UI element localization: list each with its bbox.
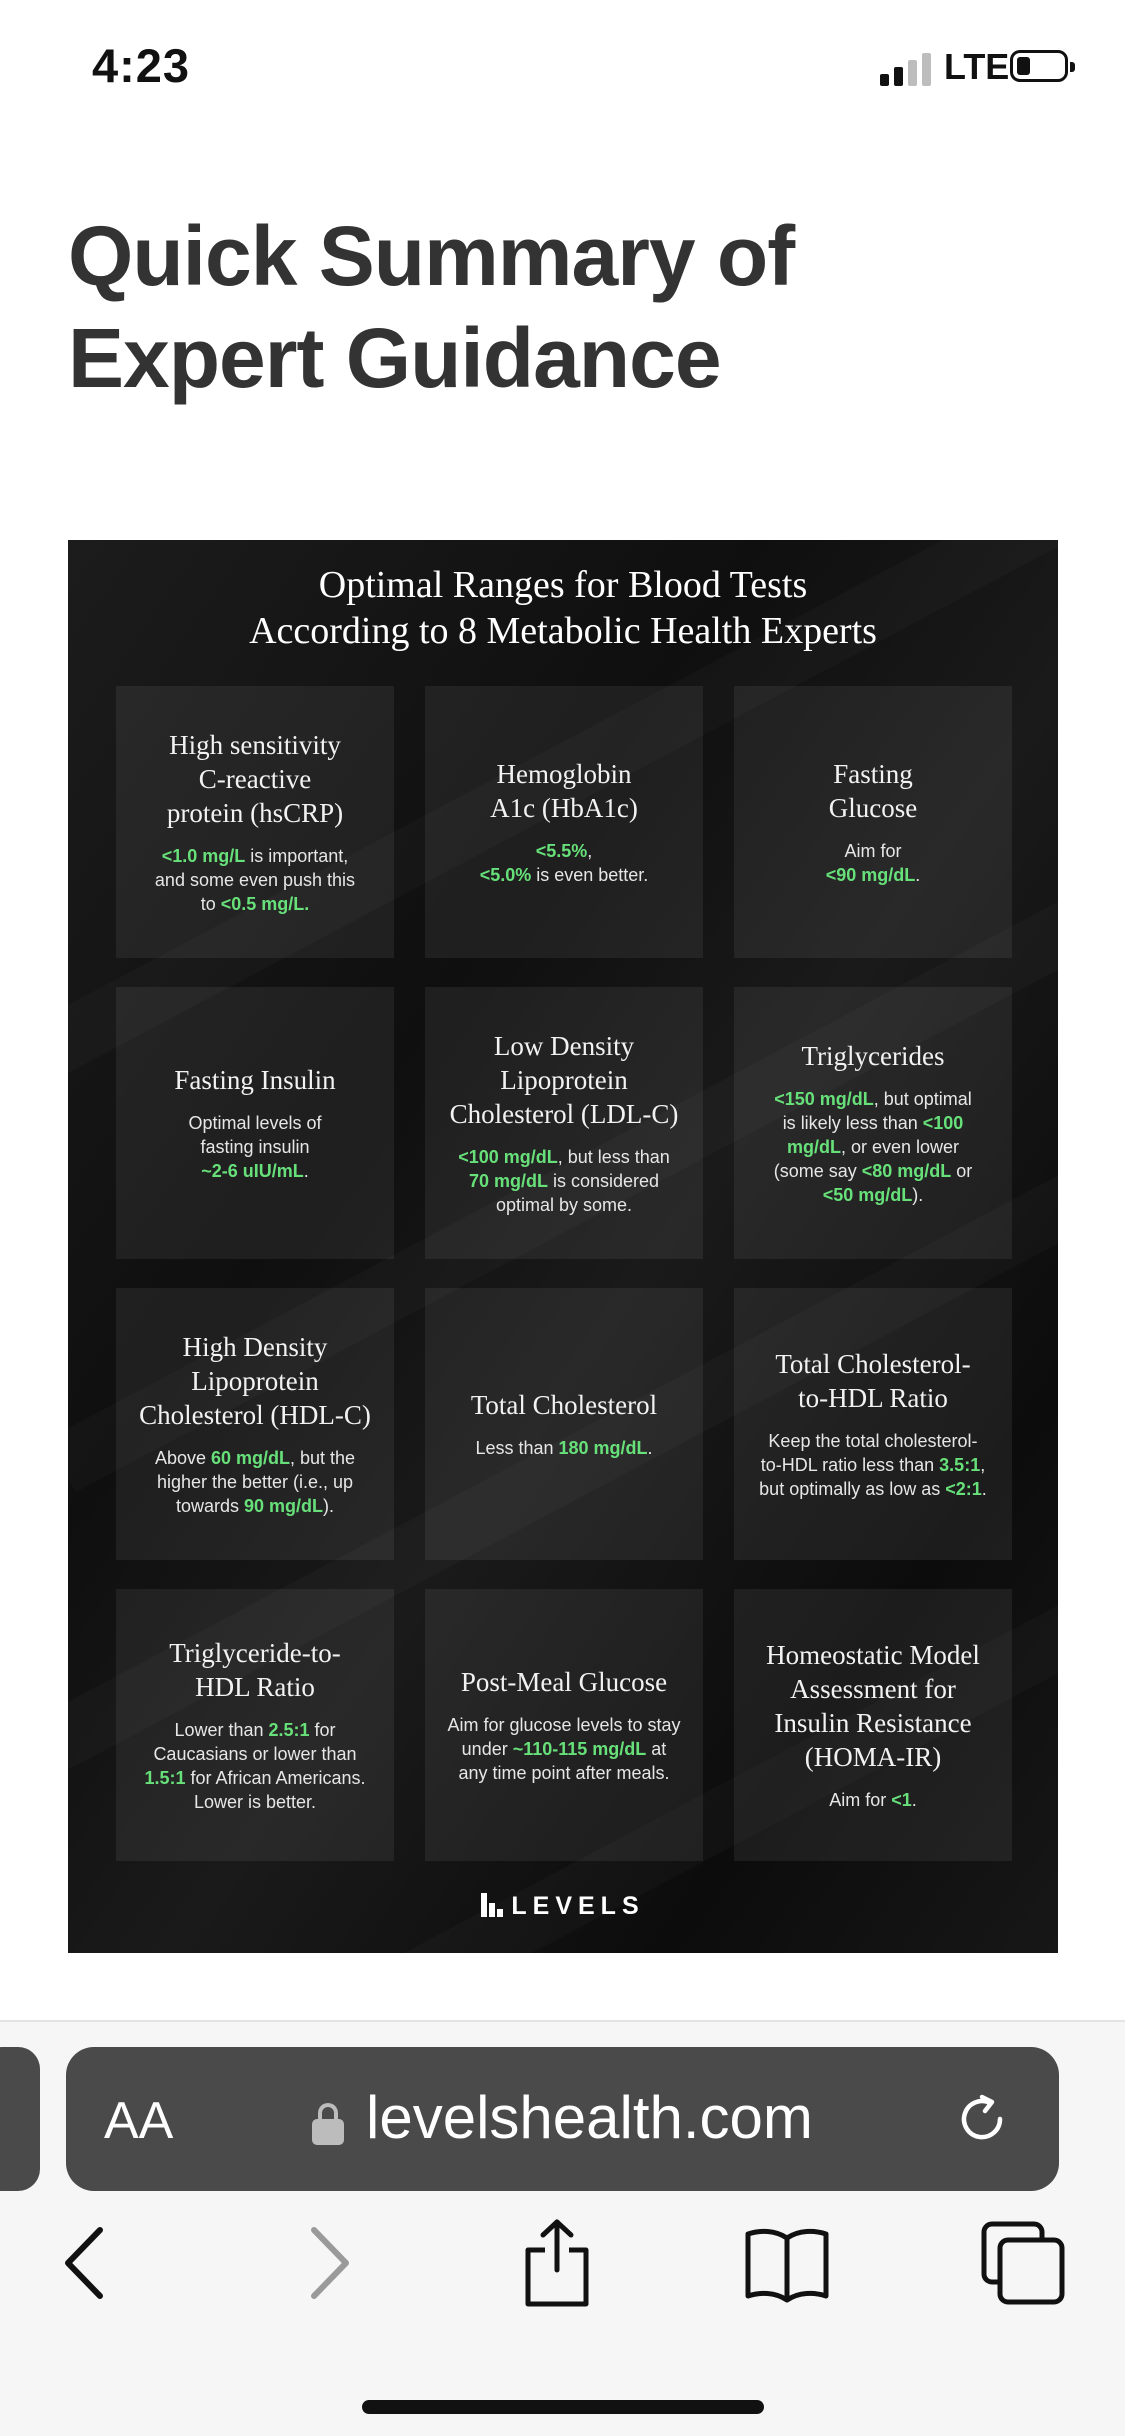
range-text: , but optimally as low as: [759, 1455, 986, 1499]
page-title: [68, 205, 1068, 409]
infographic-title-line: According to 8 Metabolic Health Experts: [249, 610, 877, 652]
range-value-highlight: <5.5%: [535, 841, 588, 861]
lock-icon: [312, 2103, 344, 2143]
range-card-description: [458, 1145, 670, 1217]
share-icon[interactable]: [512, 2218, 602, 2308]
range-card-description: [144, 1718, 365, 1814]
status-time: 4:23: [92, 39, 191, 92]
range-card-title: High Density Lipoprotein Cholesterol (HDL-C): [139, 1332, 371, 1430]
range-value-highlight: 90 mg/dL: [244, 1496, 324, 1516]
range-card-description: [774, 1087, 973, 1207]
range-value-highlight: ~2-6 uIU/mL: [201, 1161, 304, 1181]
range-value-highlight: <1: [891, 1790, 912, 1810]
range-text: Aim for: [844, 841, 902, 861]
range-card-description: [155, 844, 355, 916]
range-value-highlight: <100 mg/dL: [458, 1147, 558, 1167]
range-value-highlight: <150 mg/dL: [774, 1089, 874, 1109]
range-card-title: Fasting Glucose: [828, 759, 918, 823]
range-card: [734, 987, 1012, 1259]
page-title-line: Quick Summary of: [68, 209, 795, 303]
range-text: Aim for: [829, 1790, 892, 1810]
range-card-description: [475, 1436, 652, 1460]
range-text: for Caucasians or lower than: [153, 1720, 357, 1764]
cellular-signal-icon: [880, 52, 935, 86]
range-value-highlight: 1.5:1: [144, 1768, 186, 1788]
range-text: ,: [587, 841, 593, 861]
range-card-title: Homeostatic Model Assessment for Insulin Resistance (HOMA-IR): [766, 1640, 980, 1772]
range-card-description: [188, 1111, 321, 1183]
range-value-highlight: 2.5:1: [268, 1720, 310, 1740]
range-text: .: [911, 1790, 917, 1810]
range-card: [425, 1288, 703, 1560]
range-value-highlight: <80 mg/dL: [861, 1161, 952, 1181]
page-title-line: Expert Guidance: [68, 311, 721, 405]
range-card: [734, 686, 1012, 958]
tabs-icon[interactable]: [978, 2218, 1068, 2308]
range-text: , but the higher the better (i.e., up towards: [156, 1448, 356, 1516]
blood-test-infographic: [68, 540, 1058, 1953]
levels-logo-icon: [481, 1893, 501, 1917]
status-bar: [0, 0, 1125, 130]
network-type: LTE: [944, 46, 1010, 87]
range-value-highlight: ~110-115 mg/dL: [512, 1739, 647, 1759]
range-text: or: [956, 1161, 973, 1181]
range-card-title: Post-Meal Glucose: [460, 1667, 668, 1697]
range-card-title: Total Cholesterol: [470, 1390, 658, 1420]
range-text: Above: [154, 1448, 211, 1468]
range-card-title: Triglyceride-to- HDL Ratio: [169, 1638, 341, 1702]
address-bar[interactable]: [66, 2047, 1059, 2191]
url-text[interactable]: levelshealth.com: [366, 2084, 813, 2151]
range-value-highlight: <90 mg/dL: [825, 865, 916, 885]
forward-icon[interactable]: [284, 2218, 374, 2308]
range-card-title: Total Cholesterol- to-HDL Ratio: [775, 1349, 971, 1413]
range-card-title: Low Density Lipoprotein Cholesterol (LDL-C): [449, 1031, 679, 1129]
range-value-highlight: 3.5:1: [939, 1455, 981, 1475]
range-card: [116, 1288, 394, 1560]
range-value-highlight: <0.5 mg/L.: [220, 894, 310, 914]
range-value-highlight: 180 mg/dL: [558, 1438, 648, 1458]
range-value-highlight: <5.0%: [479, 865, 532, 885]
range-card-description: [155, 1446, 355, 1518]
range-card-title: Triglycerides: [801, 1041, 945, 1071]
range-card: [734, 1288, 1012, 1560]
range-card: [425, 987, 703, 1259]
range-text: .: [647, 1438, 653, 1458]
range-text: Aim for glucose levels to stay under: [447, 1715, 681, 1759]
range-card: [116, 686, 394, 958]
home-indicator[interactable]: [362, 2400, 764, 2414]
range-card: [116, 1589, 394, 1861]
range-text: , but less than: [557, 1147, 670, 1167]
battery-icon: [1010, 50, 1068, 82]
range-card-title: Fasting Insulin: [174, 1065, 336, 1095]
range-card-title: Hemoglobin A1c (HbA1c): [490, 759, 638, 823]
range-text: , or even lower (some say: [773, 1137, 960, 1181]
range-card: [425, 1589, 703, 1861]
range-text: ).: [912, 1185, 924, 1205]
range-text: at any time point after meals.: [458, 1739, 670, 1783]
range-card-description: [759, 1429, 987, 1501]
infographic-title-line: Optimal Ranges for Blood Tests: [318, 564, 808, 606]
range-text: is even better.: [531, 865, 649, 885]
range-card-description: [480, 839, 649, 887]
range-text: , but optimal is likely less than: [782, 1089, 972, 1133]
range-card: [734, 1589, 1012, 1861]
range-text: ).: [323, 1496, 335, 1516]
range-card-description: [447, 1713, 680, 1785]
range-value-highlight: <100 mg/dL: [786, 1113, 964, 1157]
range-card-title: High sensitivity C-reactive protein (hsCRP): [166, 730, 344, 828]
levels-brand-text: LEVELS: [511, 1892, 645, 1920]
text-size-label: AA: [104, 2092, 174, 2150]
range-card-description: [826, 839, 921, 887]
infographic-title: [68, 562, 1058, 654]
range-text: Lower than: [174, 1720, 269, 1740]
range-text: Keep the total cholesterol- to-HDL ratio less than: [760, 1431, 978, 1475]
range-text: Less than: [475, 1438, 559, 1458]
reload-icon[interactable]: [952, 2089, 1012, 2149]
range-text: .: [303, 1161, 309, 1181]
range-value-highlight: 70 mg/dL: [468, 1171, 548, 1191]
levels-logo: [68, 1892, 1058, 1921]
range-text: is considered optimal by some.: [495, 1171, 660, 1215]
range-text: for African Americans. Lower is better.: [190, 1768, 366, 1812]
bookmarks-icon[interactable]: [742, 2218, 832, 2308]
range-card: [116, 987, 394, 1259]
range-text: Optimal levels of fasting insulin: [188, 1113, 322, 1157]
range-card-description: [829, 1788, 917, 1812]
range-value-highlight: <50 mg/dL: [822, 1185, 913, 1205]
range-value-highlight: <2:1: [945, 1479, 982, 1499]
range-text: .: [981, 1479, 987, 1499]
range-value-highlight: 60 mg/dL: [210, 1448, 290, 1468]
range-value-highlight: <1.0 mg/L: [161, 846, 246, 866]
range-card: [425, 686, 703, 958]
previous-tab-preview[interactable]: [0, 2047, 40, 2191]
text-size-button[interactable]: [104, 2091, 173, 2151]
back-icon[interactable]: [40, 2218, 130, 2308]
range-text: is important, and some even push this to: [154, 846, 356, 914]
range-text: .: [915, 865, 921, 885]
